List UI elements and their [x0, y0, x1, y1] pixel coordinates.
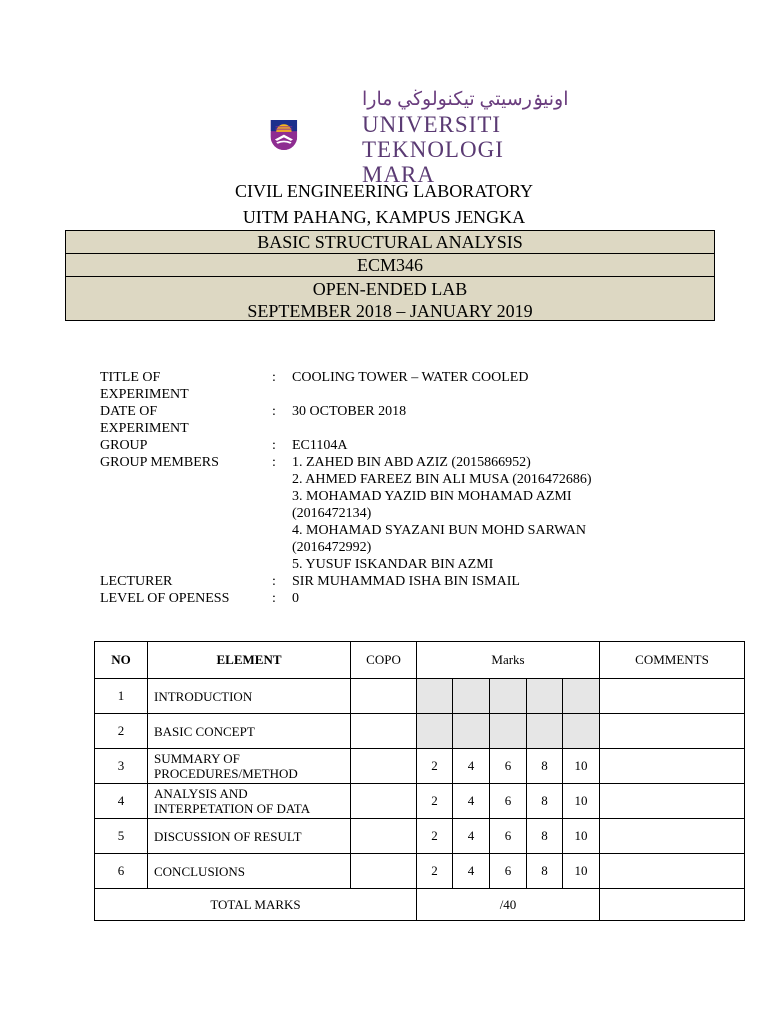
header-copo: COPO [351, 642, 417, 679]
mark-cell[interactable] [453, 714, 490, 749]
row-no: 3 [95, 749, 148, 784]
info-row-members [100, 454, 660, 573]
row-element-line: BASIC CONCEPT [154, 723, 255, 739]
mark-cell[interactable] [527, 679, 563, 714]
member-item: 1. ZAHED BIN ABD AZIZ (2015866952) [292, 455, 531, 470]
lecturer-label: LECTURER [100, 574, 173, 589]
row-comment[interactable] [600, 819, 745, 854]
row-element-line: INTRODUCTION [154, 688, 253, 704]
colon: : [272, 438, 276, 453]
logo-jawi-text: اونيۏرسيتي تيكنولوڬي مارا [362, 89, 569, 110]
mark-cell[interactable] [490, 679, 527, 714]
row-element-line: DISCUSSION OF RESULT [154, 828, 302, 844]
row-comment[interactable] [600, 749, 745, 784]
date-label: DATE OF [100, 404, 158, 419]
total-row [95, 889, 745, 921]
members-list [292, 454, 660, 573]
row-copo [351, 749, 417, 784]
member-item: (2016472992) [292, 540, 372, 555]
mark-cell[interactable]: 6 [490, 749, 527, 784]
course-name: BASIC STRUCTURAL ANALYSIS [65, 230, 715, 254]
info-row-date [100, 403, 660, 437]
member-item: (2016472134) [292, 506, 372, 521]
row-copo [351, 679, 417, 714]
title-label-2: EXPERIMENT [100, 387, 189, 402]
header-element: ELEMENT [148, 642, 351, 679]
mark-cell[interactable]: 8 [527, 854, 563, 889]
member-item: 2. AHMED FAREEZ BIN ALI MUSA (2016472686) [292, 472, 592, 487]
mark-cell[interactable] [490, 714, 527, 749]
colon: : [272, 404, 276, 419]
table-header-row [95, 642, 745, 679]
row-no: 2 [95, 714, 148, 749]
semester: SEPTEMBER 2018 – JANUARY 2019 [247, 301, 533, 321]
lab-period [65, 276, 715, 321]
total-value: /40 [417, 889, 600, 921]
table-row [95, 679, 745, 714]
member-item: 3. MOHAMAD YAZID BIN MOHAMAD AZMI [292, 489, 572, 504]
row-comment[interactable] [600, 854, 745, 889]
table-row [95, 749, 745, 784]
marks-table [94, 641, 745, 921]
mark-cell[interactable]: 10 [563, 854, 600, 889]
mark-cell[interactable]: 2 [417, 854, 453, 889]
row-element-line: PROCEDURES/METHOD [154, 766, 298, 781]
header-comments: COMMENTS [600, 642, 745, 679]
mark-cell[interactable]: 8 [527, 784, 563, 819]
info-row-lecturer [100, 573, 660, 590]
mark-cell[interactable]: 8 [527, 749, 563, 784]
row-element [148, 819, 351, 854]
row-comment[interactable] [600, 679, 745, 714]
row-element [148, 854, 351, 889]
logo-line-3: MARA [362, 162, 436, 187]
row-no: 5 [95, 819, 148, 854]
colon: : [272, 574, 276, 589]
mark-cell[interactable] [417, 679, 453, 714]
member-item: 4. MOHAMAD SYAZANI BUN MOHD SARWAN [292, 523, 587, 538]
mark-cell[interactable] [453, 679, 490, 714]
mark-cell[interactable] [527, 714, 563, 749]
experiment-info [100, 369, 660, 607]
uitm-logo [270, 90, 350, 180]
members-label: GROUP MEMBERS [100, 455, 219, 470]
row-element-line: ANALYSIS AND [154, 786, 248, 801]
campus-title: UITM PAHANG, KAMPUS JENGKA [242, 207, 526, 227]
row-no: 6 [95, 854, 148, 889]
group-label: GROUP [100, 438, 148, 453]
title-label: TITLE OF [100, 370, 161, 385]
row-copo [351, 784, 417, 819]
header-marks: Marks [417, 642, 600, 679]
logo-line-1: UNIVERSITI [362, 112, 502, 137]
openess-label: LEVEL OF OPENESS [100, 591, 230, 606]
table-row [95, 784, 745, 819]
table-row [95, 714, 745, 749]
colon: : [272, 370, 276, 385]
row-element-line: INTERPETATION OF DATA [154, 801, 311, 816]
lecturer-value: SIR MUHAMMAD ISHA BIN ISMAIL [292, 574, 520, 589]
course-code: ECM346 [65, 253, 715, 277]
mark-cell[interactable]: 2 [417, 819, 453, 854]
date-label-2: EXPERIMENT [100, 421, 189, 436]
mark-cell[interactable]: 6 [490, 784, 527, 819]
title-value: COOLING TOWER – WATER COOLED [292, 370, 529, 385]
group-value: EC1104A [292, 438, 348, 453]
mark-cell[interactable] [417, 714, 453, 749]
lab-title: CIVIL ENGINEERING LABORATORY [235, 181, 533, 201]
course-banner [65, 230, 715, 321]
mark-cell[interactable]: 4 [453, 784, 490, 819]
date-value: 30 OCTOBER 2018 [292, 404, 407, 419]
mark-cell[interactable]: 2 [417, 749, 453, 784]
mark-cell[interactable] [563, 679, 600, 714]
logo-wordmark [362, 112, 504, 187]
member-item: 5. YUSUF ISKANDAR BIN AZMI [292, 557, 494, 572]
logo-line-2: TEKNOLOGI [362, 137, 504, 162]
mark-cell[interactable]: 2 [417, 784, 453, 819]
mark-cell[interactable]: 6 [490, 854, 527, 889]
row-no: 1 [95, 679, 148, 714]
colon: : [272, 591, 276, 606]
row-element [148, 749, 351, 784]
row-copo [351, 714, 417, 749]
info-row-openess [100, 590, 660, 607]
mark-cell[interactable] [563, 714, 600, 749]
row-element [148, 784, 351, 819]
info-row-group [100, 437, 660, 454]
row-no: 4 [95, 784, 148, 819]
mark-cell[interactable]: 4 [453, 749, 490, 784]
row-copo [351, 819, 417, 854]
mark-cell[interactable]: 10 [563, 819, 600, 854]
mark-cell[interactable]: 4 [453, 819, 490, 854]
lab-type: OPEN-ENDED LAB [312, 279, 468, 299]
table-body [95, 679, 745, 889]
total-comment-cell [600, 889, 745, 921]
row-comment[interactable] [600, 714, 745, 749]
table-row [95, 819, 745, 854]
row-element-line: CONCLUSIONS [154, 863, 246, 879]
colon: : [272, 455, 276, 470]
row-element [148, 679, 351, 714]
info-row-title [100, 369, 660, 403]
mark-cell[interactable]: 4 [453, 854, 490, 889]
mark-cell[interactable]: 10 [563, 784, 600, 819]
openess-value: 0 [292, 591, 299, 606]
header-no: NO [95, 642, 148, 679]
mark-cell[interactable]: 10 [563, 749, 600, 784]
row-element [148, 714, 351, 749]
mark-cell[interactable]: 6 [490, 819, 527, 854]
mark-cell[interactable]: 8 [527, 819, 563, 854]
total-label: TOTAL MARKS [95, 889, 417, 921]
row-element-line: SUMMARY OF [154, 751, 240, 766]
table-row [95, 854, 745, 889]
row-copo [351, 854, 417, 889]
row-comment[interactable] [600, 784, 745, 819]
